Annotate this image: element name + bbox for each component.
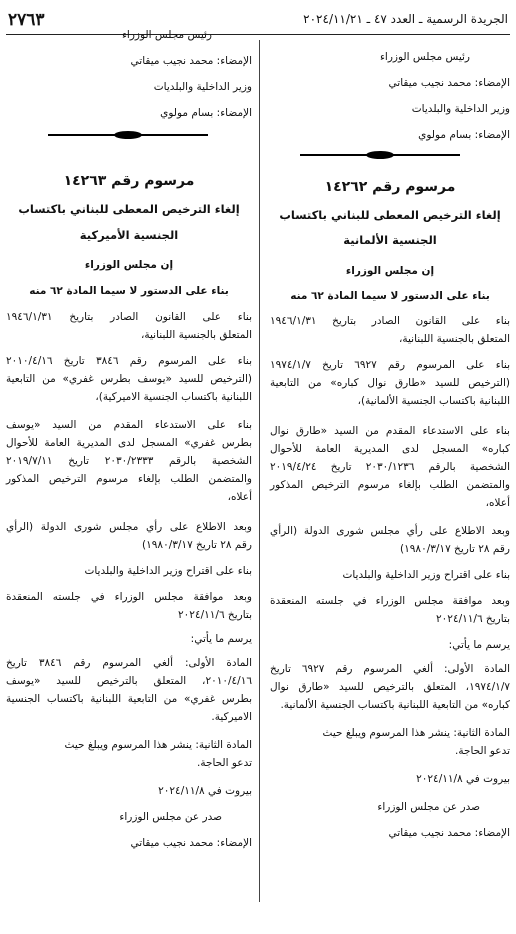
signature-title: رئيس مجلس الوزراء: [121, 29, 212, 41]
paragraph-line: بتاريخ ٢٠٢٤/١١/٦: [436, 613, 510, 625]
paragraph-line: وبعد الاطلاع على رأي مجلس شورى الدولة (الرأي: [6, 521, 252, 533]
signature-title: وزير الداخلية والبلديات: [153, 81, 252, 93]
signature-title: صدر عن مجلس الوزراء: [119, 811, 222, 823]
ornament-divider: [300, 154, 460, 156]
decree-subject: إلغاء الترخيص المعطى للبناني باكتساب: [279, 208, 501, 222]
paragraph-line: بناء على القانون الصادر بتاريخ ١٩٤٦/١/٣١: [6, 311, 252, 323]
decrees-line: يرسم ما يأتي:: [448, 639, 510, 651]
signature-name: الإمضاء: محمد نجيب ميقاتي: [388, 77, 510, 89]
place-date: بيروت في ٢٠٢٤/١١/٨: [416, 773, 510, 785]
article-1: كباره» من التابعية اللبنانية باكتساب الجنسية الألمانية.: [280, 699, 510, 711]
paragraph-line: أعلاه،: [485, 497, 510, 509]
paragraph-line: اللبنانية باكتساب الجنسية الألمانية)،: [357, 395, 510, 407]
paragraph-line: رقم ٢٨ تاريخ ١٩٨٠/٣/١٧): [142, 539, 252, 551]
signature-title: رئيس مجلس الوزراء: [379, 51, 470, 63]
paragraph-line: بناء على القانون الصادر بتاريخ ١٩٤٦/١/٣١: [270, 315, 510, 327]
paragraph-line: بتاريخ ٢٠٢٤/١١/٦: [178, 609, 252, 621]
paragraph-line: بناء على اقتراح وزير الداخلية والبلديات: [84, 565, 252, 577]
decree-subject: الجنسية الألمانية: [343, 233, 437, 247]
paragraph-line: بناء على الاستدعاء المقدم من السيد «يوسف: [6, 419, 252, 431]
decree-subject: إلغاء الترخيص المعطى للبناني باكتساب: [18, 202, 240, 216]
signature-name: الإمضاء: بسام مولوي: [160, 107, 252, 119]
article-2: المادة الثانية: ينشر هذا المرسوم ويبلغ حيث: [322, 727, 510, 739]
signature-name: الإمضاء: محمد نجيب ميقاتي: [130, 837, 252, 849]
paragraph-line: المتعلق بالجنسية اللبنانية،: [141, 329, 252, 341]
article-1: المادة الأولى: ألغي المرسوم رقم ٣٨٤٦ تاريخ: [6, 657, 252, 669]
signature-title: وزير الداخلية والبلديات: [411, 103, 510, 115]
article-1: ٢٠١٠/٤/١٦، المتعلق بالترخيص للسيد «يوسف: [6, 675, 252, 687]
article-2: تدعو الحاجة.: [454, 745, 510, 757]
decree-title: مرسوم رقم ١٤٢٦٣: [63, 173, 195, 189]
paragraph-line: والمتضمن الطلب بإلغاء مرسوم الترخيص المذكور: [270, 479, 510, 491]
decree-subject: الجنسية الأميركية: [79, 228, 179, 242]
preamble-line: إن مجلس الوزراء: [345, 265, 435, 277]
decree-title: مرسوم رقم ١٤٢٦٢: [324, 179, 456, 195]
paragraph-line: بناء على المرسوم رقم ٦٩٢٧ تاريخ ١٩٧٤/١/٧: [270, 359, 510, 371]
column-divider: [259, 40, 260, 902]
paragraph-line: وبعد موافقة مجلس الوزراء في جلسته المنعقدة: [6, 591, 252, 603]
signature-name: الإمضاء: بسام مولوي: [418, 129, 510, 141]
signature-title: صدر عن مجلس الوزراء: [377, 801, 480, 813]
paragraph-line: كباره» المسجل لدى المديرية العامة للأحوال: [270, 443, 510, 455]
preamble-line: بناء على الدستور لا سيما المادة ٦٢ منه: [29, 285, 229, 297]
paragraph-line: (الترخيص للسيد «طارق نوال كباره» من التابعية: [270, 377, 510, 389]
paragraph-line: بناء على المرسوم رقم ٣٨٤٦ تاريخ ٢٠١٠/٤/١٦: [6, 355, 252, 367]
preamble-line: بناء على الدستور لا سيما المادة ٦٢ منه: [290, 290, 490, 302]
paragraph-line: أعلاه،: [227, 491, 252, 503]
article-2: تدعو الحاجة.: [196, 757, 252, 769]
gazette-header: الجريدة الرسمية ـ العدد ٤٧ ـ ٢٠٢٤/١١/٢١: [303, 12, 508, 26]
article-2: المادة الثانية: ينشر هذا المرسوم ويبلغ حيث: [64, 739, 252, 751]
paragraph-line: بناء على الاستدعاء المقدم من السيد «طارق نوال: [270, 425, 510, 437]
signature-name: الإمضاء: محمد نجيب ميقاتي: [130, 55, 252, 67]
article-1: بطرس غفري» من التابعية اللبنانية باكتساب الجنسية: [6, 693, 252, 705]
paragraph-line: وبعد موافقة مجلس الوزراء في جلسته المنعقدة: [270, 595, 510, 607]
article-1: المادة الأولى: ألغي المرسوم رقم ٦٩٢٧ تاريخ: [270, 663, 510, 675]
paragraph-line: (الترخيص للسيد «يوسف بطرس غفري» من التابعية: [6, 373, 252, 385]
paragraph-line: الشخصية بالرقم ٢٠٣٠/٢٣٣٣ تاريخ ٢٠١٩/٧/١١: [6, 455, 252, 467]
paragraph-line: وبعد الاطلاع على رأي مجلس شورى الدولة (الرأي: [270, 525, 510, 537]
page-number: ٢٧٦٣: [8, 10, 45, 30]
article-1: ١٩٧٤/١/٧، المتعلق بالترخيص للسيد «طارق نوال: [270, 681, 510, 693]
article-1: الاميركية.: [211, 711, 252, 723]
paragraph-line: بناء على اقتراح وزير الداخلية والبلديات: [342, 569, 510, 581]
paragraph-line: المتعلق بالجنسية اللبنانية،: [399, 333, 510, 345]
decrees-line: يرسم ما يأتي:: [190, 633, 252, 645]
paragraph-line: والمتضمن الطلب بإلغاء مرسوم الترخيص المذكور: [6, 473, 252, 485]
ornament-divider: [48, 134, 208, 136]
paragraph-line: بطرس غفري» المسجل لدى المديرية العامة للأحوال: [6, 437, 252, 449]
paragraph-line: اللبنانية باكتساب الجنسية الاميركية)،: [95, 391, 252, 403]
place-date: بيروت في ٢٠٢٤/١١/٨: [158, 785, 252, 797]
header-rule: [6, 34, 510, 35]
paragraph-line: رقم ٢٨ تاريخ ١٩٨٠/٣/١٧): [400, 543, 510, 555]
preamble-line: إن مجلس الوزراء: [84, 259, 174, 271]
signature-name: الإمضاء: محمد نجيب ميقاتي: [388, 827, 510, 839]
paragraph-line: الشخصية بالرقم ٢٠٣٠/١٢٣٦ تاريخ ٢٠١٩/٤/٢٤: [270, 461, 510, 473]
